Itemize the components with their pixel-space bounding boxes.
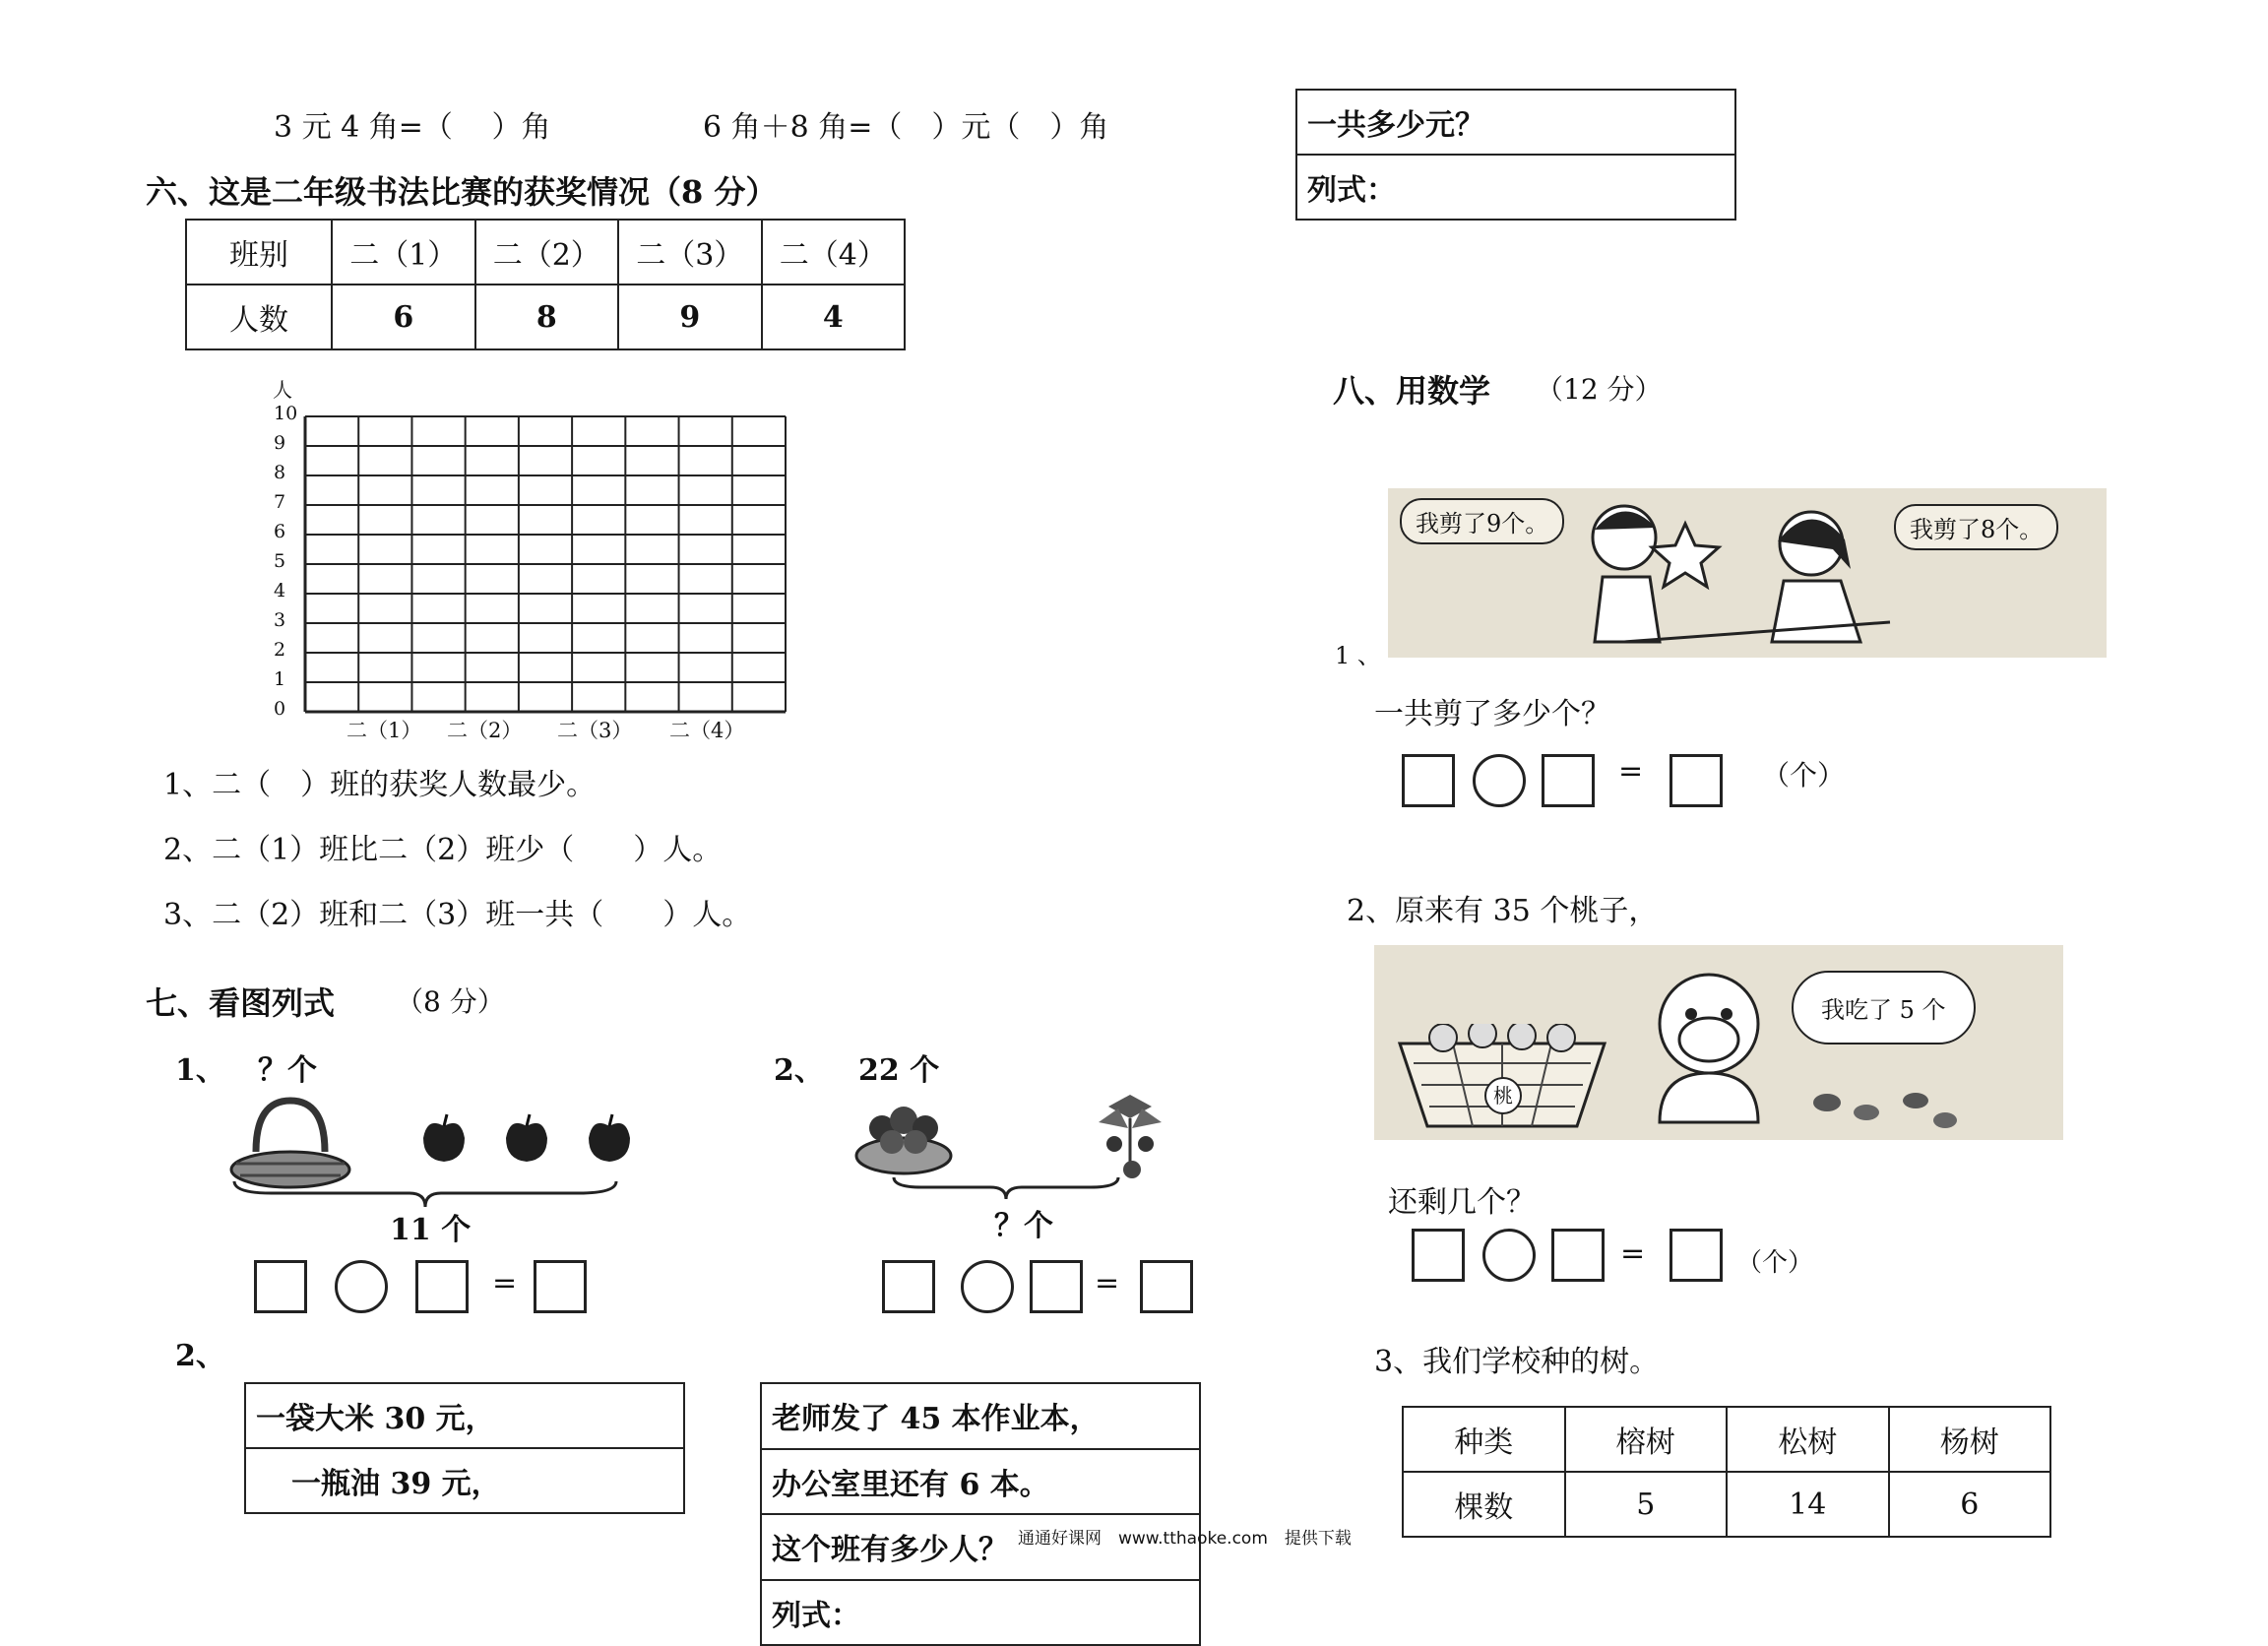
equals-sign: =	[1620, 1236, 1646, 1271]
operator-circle[interactable]	[335, 1260, 388, 1313]
total-cost-question: 一共多少元？	[1296, 90, 1735, 155]
homework-line-2: 办公室里还有 6 本。	[761, 1449, 1200, 1515]
answer-box[interactable]	[1140, 1260, 1193, 1313]
equals-sign: =	[1618, 754, 1644, 789]
homework-line-1: 老师发了 45 本作业本，	[761, 1383, 1200, 1449]
monkey-peaches-image	[1374, 945, 2063, 1140]
tree-type: 榕树	[1565, 1407, 1728, 1472]
count-cell: 9	[618, 285, 762, 349]
question-8-2: 还剩几个？	[1388, 1185, 1536, 1220]
footer-watermark: 通通好课网 www.tthaoke.com 提供下载	[1018, 1529, 1352, 1549]
rice-oil-box	[244, 1382, 685, 1514]
chart-y-tick: 3	[274, 609, 286, 631]
section8-score: （12 分）	[1536, 373, 1663, 406]
chart-y-tick: 10	[274, 403, 298, 424]
equation-line[interactable]: 列式：	[761, 1580, 1200, 1646]
answer-box[interactable]	[1670, 1229, 1723, 1282]
section7-title: 七、看图列式	[146, 984, 336, 1022]
answer-box[interactable]	[1030, 1260, 1083, 1313]
apple-icon	[500, 1112, 553, 1166]
answer-box[interactable]	[415, 1260, 469, 1313]
thought-bubble-monkey: 我吃了 5 个	[1792, 971, 1976, 1045]
chart-x-label: 二（4）	[669, 719, 745, 742]
basket-label: 桃	[1484, 1077, 1522, 1114]
answer-box[interactable]	[1412, 1229, 1465, 1282]
table-row-label: 人数	[186, 285, 332, 349]
question-8-1-number: 1 、	[1335, 642, 1381, 669]
chart-y-tick: 1	[274, 668, 286, 690]
table-row-label: 棵数	[1403, 1472, 1565, 1537]
part-2-number: 2、	[175, 1339, 225, 1373]
money-conversion-1: 3 元 4 角=（ ）角	[274, 110, 551, 145]
count-cell: 8	[475, 285, 619, 349]
chart-y-tick: 5	[274, 550, 286, 572]
children-cutting-stars-image	[1388, 488, 2107, 658]
answer-box[interactable]	[1551, 1229, 1605, 1282]
apple-icon	[583, 1112, 636, 1166]
homework-question: 这个班有多少人？	[761, 1514, 1200, 1580]
monkey-icon	[1620, 965, 1797, 1132]
unit-label: （个）	[1762, 759, 1846, 791]
chart-y-tick: 7	[274, 491, 286, 513]
answer-box[interactable]	[1402, 754, 1455, 807]
section7-score: （8 分）	[396, 985, 505, 1018]
section8-title: 八、用数学	[1333, 372, 1491, 410]
chart-y-tick: 6	[274, 521, 286, 542]
apple-icon	[417, 1112, 471, 1166]
peach-pits-icon	[1807, 1083, 1965, 1132]
class-label: 二（4）	[762, 220, 906, 285]
brace-2	[892, 1175, 1120, 1201]
chart-x-label: 二（2）	[447, 719, 523, 742]
question-6-2: 2、二（1）班比二（2）班少（ ）人。	[163, 833, 723, 867]
answer-box[interactable]	[534, 1260, 587, 1313]
picture-1-total: 11 个	[390, 1213, 472, 1247]
question-6-3: 3、二（2）班和二（3）班一共（ ）人。	[163, 898, 752, 932]
strawberry-plant-icon	[1089, 1087, 1171, 1181]
strawberry-basket-icon	[852, 1095, 955, 1177]
unit-label: （个）	[1736, 1248, 1814, 1278]
table-header-label: 种类	[1403, 1407, 1565, 1472]
total-cost-box	[1295, 89, 1736, 221]
chart-y-tick: 0	[274, 698, 286, 720]
tree-table	[1402, 1406, 2051, 1538]
chart-y-tick: 4	[274, 580, 286, 601]
question-8-3-text: 3、我们学校种的树。	[1374, 1345, 1660, 1379]
speech-bubble-girl: 我剪了8个。	[1894, 504, 2058, 550]
picture-2-number: 2、	[774, 1053, 824, 1088]
award-table	[185, 219, 906, 350]
answer-box[interactable]	[882, 1260, 935, 1313]
chart-x-label: 二（1）	[346, 719, 422, 742]
operator-circle[interactable]	[1473, 754, 1526, 807]
rice-price: 一袋大米 30 元，	[245, 1383, 684, 1448]
count-cell: 6	[332, 285, 475, 349]
chart-y-unit: 人	[273, 378, 292, 402]
tree-count: 5	[1565, 1472, 1728, 1537]
equals-sign: =	[492, 1266, 518, 1300]
tree-type: 松树	[1727, 1407, 1889, 1472]
equation-line[interactable]: 列式：	[1296, 155, 1735, 220]
count-cell: 4	[762, 285, 906, 349]
question-8-2-text: 2、原来有 35 个桃子，	[1347, 894, 1659, 928]
table-header-label: 班别	[186, 220, 332, 285]
question-6-1: 1、二（ ）班的获奖人数最少。	[163, 768, 597, 802]
section6-title: 六、这是二年级书法比赛的获奖情况（8 分）	[146, 173, 778, 211]
chart-y-tick: 8	[274, 462, 286, 483]
tree-count: 14	[1727, 1472, 1889, 1537]
picture-1-number: 1、	[175, 1053, 225, 1088]
money-conversion-2: 6 角＋8 角=（ ）元（ ）角	[703, 110, 1109, 145]
tree-count: 6	[1889, 1472, 2051, 1537]
blank-chart-grid	[303, 414, 788, 714]
answer-box[interactable]	[1670, 754, 1723, 807]
chart-y-tick: 2	[274, 639, 286, 661]
class-label: 二（2）	[475, 220, 619, 285]
picture-2-total: 22 个	[858, 1053, 940, 1088]
class-label: 二（3）	[618, 220, 762, 285]
children-icon	[1565, 494, 1939, 656]
answer-box[interactable]	[1542, 754, 1595, 807]
operator-circle[interactable]	[961, 1260, 1014, 1313]
chart-y-tick: 9	[274, 432, 286, 454]
question-8-1: 一共剪了多少个？	[1374, 697, 1610, 731]
answer-box[interactable]	[254, 1260, 307, 1313]
tree-type: 杨树	[1889, 1407, 2051, 1472]
class-label: 二（1）	[332, 220, 475, 285]
homework-box	[760, 1382, 1201, 1646]
equals-sign: =	[1095, 1266, 1120, 1300]
oil-price: 一瓶油 39 元，	[245, 1448, 684, 1513]
chart-x-label: 二（3）	[557, 719, 633, 742]
operator-circle[interactable]	[1482, 1229, 1536, 1282]
picture-1-question: ？个	[258, 1053, 317, 1088]
basket-icon	[226, 1093, 354, 1191]
picture-2-question: ？个	[994, 1209, 1053, 1243]
speech-bubble-boy: 我剪了9个。	[1400, 498, 1564, 544]
